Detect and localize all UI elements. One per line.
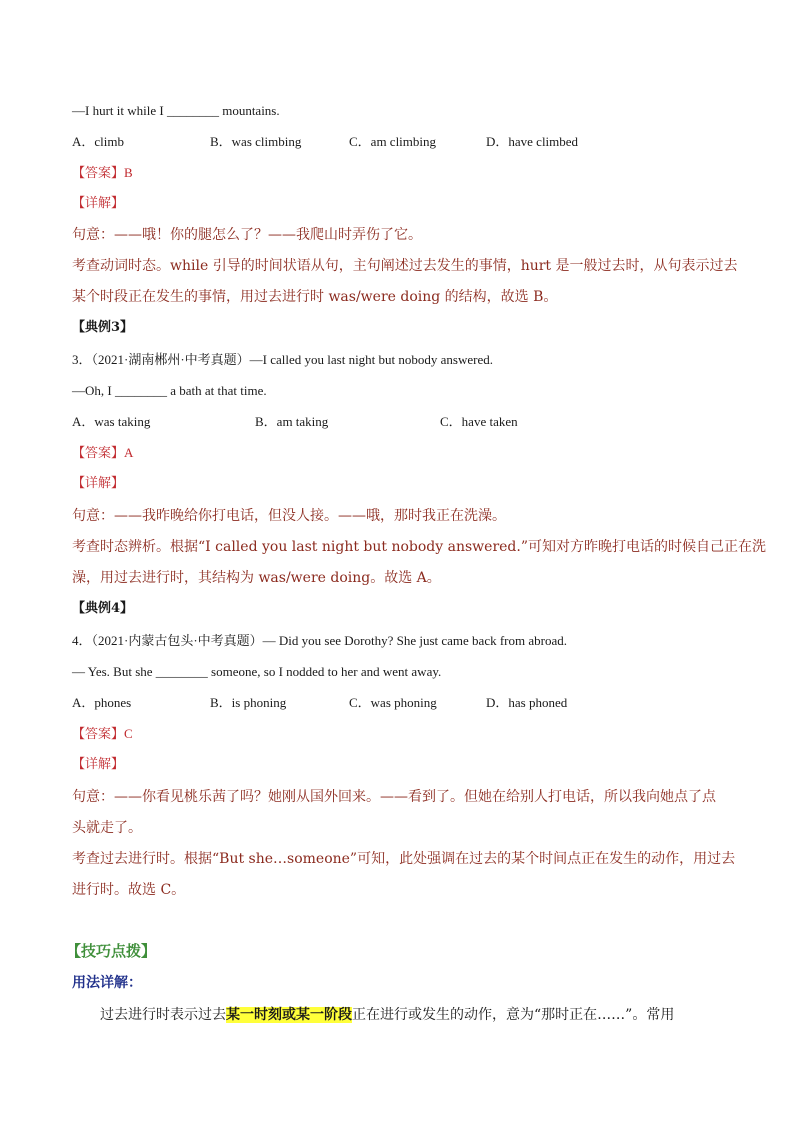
meaning-line: 句意：——哦！你的腿怎么了？——我爬山时弄伤了它。: [72, 227, 422, 243]
analysis-line: 考查动词时态。while 引导的时间状语从句，主句阐述过去发生的事情，hurt 是一般过去时，从句表示过去: [72, 258, 738, 274]
answer-line: [72, 445, 133, 462]
answer-value: C: [124, 726, 133, 741]
detail-label: 【详解】: [72, 757, 125, 772]
option-d: D．has phoned: [486, 695, 568, 710]
option-b: B．am taking: [255, 414, 329, 429]
answer-label: 【答案】: [72, 166, 125, 181]
example-heading: 【典例3】: [72, 320, 134, 335]
analysis-line: 澡，用过去进行时，其结构为 was/were doing。故选 A。: [72, 570, 441, 586]
meaning-line: 头就走了。: [72, 820, 142, 836]
option-c: C．have taken: [440, 414, 518, 429]
options-row: [72, 695, 722, 711]
question-stem: 4．（2021·内蒙古包头·中考真题）— Did you see Dorothy? She just came back from abroad.: [72, 633, 567, 648]
option-a: A．phones: [72, 695, 132, 710]
answer-label: 【答案】: [72, 446, 125, 461]
question-stem: —Oh, I ________ a bath at that time.: [72, 383, 267, 398]
option-a: A．was taking: [72, 414, 151, 429]
usage-paragraph: [100, 1006, 674, 1024]
answer-line: [72, 165, 133, 182]
options-row: [72, 414, 722, 430]
option-b: B．was climbing: [210, 134, 302, 149]
detail-label: 【详解】: [72, 196, 125, 211]
tips-heading: 【技巧点拨】: [66, 942, 157, 960]
detail-label: 【详解】: [72, 476, 125, 491]
usage-label: 用法详解：: [72, 975, 142, 991]
options-row: [72, 134, 722, 150]
answer-value: A: [124, 445, 134, 460]
highlight-moment: 某一时刻: [226, 1007, 282, 1023]
usage-text: 过去进行时表示过去: [100, 1007, 226, 1023]
answer-line: [72, 726, 133, 743]
question-stem: 3．（2021·湖南郴州·中考真题）—I called you last night but nobody answered.: [72, 352, 493, 367]
option-c: C．am climbing: [349, 134, 437, 149]
option-c: C．was phoning: [349, 695, 437, 710]
example-heading: 【典例4】: [72, 601, 134, 616]
option-b: B．is phoning: [210, 695, 287, 710]
question-stem: — Yes. But she ________ someone, so I nodded to her and went away.: [72, 664, 442, 679]
usage-text: 正在进行或发生的动作，意为“那时正在……”。常用: [352, 1007, 675, 1023]
answer-label: 【答案】: [72, 727, 125, 742]
analysis-line: 考查时态辨析。根据“I called you last night but nobody answered.”可知对方昨晚打电话的时候自己正在洗: [72, 539, 766, 555]
analysis-line: 某个时段正在发生的事情，用过去进行时 was/were doing 的结构，故选 B。: [72, 289, 558, 305]
option-d: D．have climbed: [486, 134, 579, 149]
analysis-line: 考查过去进行时。根据“But she…someone”可知，此处强调在过去的某个时间点正在发生的动作，用过去: [72, 851, 736, 867]
option-a: A．climb: [72, 134, 124, 149]
question-stem: —I hurt it while I ________ mountains.: [72, 103, 280, 118]
meaning-line: 句意：——我昨晚给你打电话，但没人接。——哦，那时我正在洗澡。: [72, 508, 506, 524]
analysis-line: 进行时。故选 C。: [72, 882, 186, 898]
meaning-line: 句意：——你看见桃乐茜了吗？她刚从国外回来。——看到了。但她在给别人打电话，所以我向她点了点: [72, 789, 716, 805]
highlight-period: 某一阶段: [296, 1007, 352, 1023]
highlight-or: 或: [282, 1007, 296, 1023]
answer-value: B: [124, 165, 133, 180]
